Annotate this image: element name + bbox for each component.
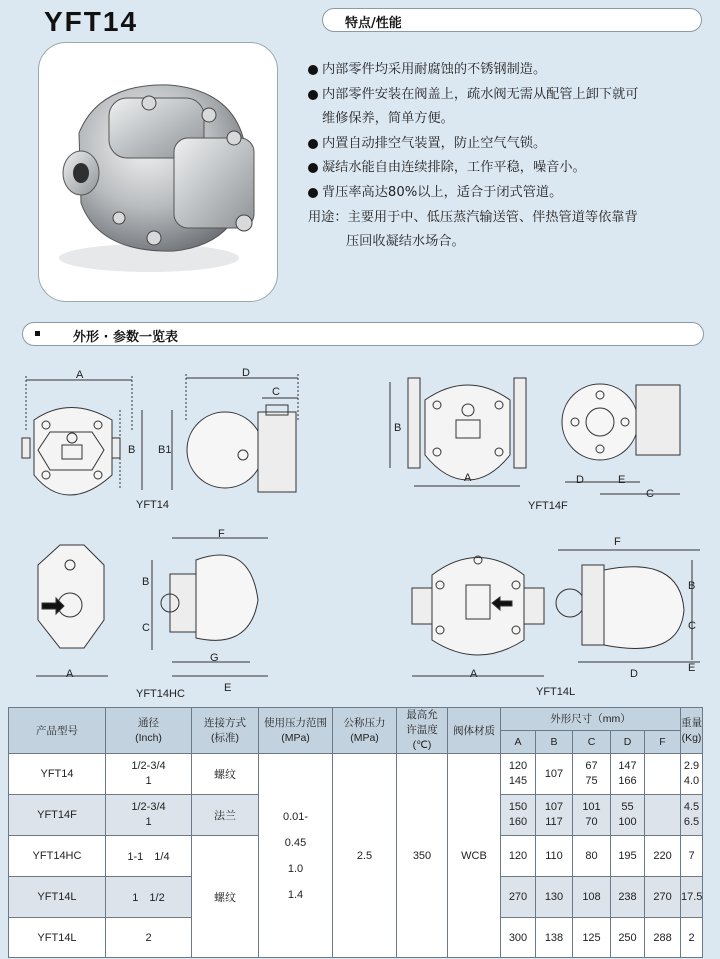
dim-label-a: A (464, 472, 472, 484)
dimension-heading: 外形 · 参数一览表 (22, 322, 704, 346)
dim-label-d: D (242, 367, 250, 379)
cell-connection: 法兰 (192, 795, 259, 836)
bullet-icon (308, 188, 318, 198)
dim-label-b: B (142, 576, 150, 588)
cell-dim-c: 125 (573, 918, 611, 958)
bullet-icon (308, 163, 318, 173)
drawing-label-yft14hc: YFT14HC (136, 688, 185, 700)
dim-label-e: E (224, 682, 232, 694)
cell-dim-a: 120 (501, 836, 536, 877)
header-model: 产品型号 (9, 708, 106, 754)
dim-label-d: D (576, 474, 584, 486)
cell-material: WCB (448, 754, 501, 958)
dim-label-a: A (76, 369, 84, 381)
cell-dim-f: 220 (645, 836, 681, 877)
cell-weight: 2 (681, 918, 703, 958)
cell-dim-a: 300 (501, 918, 536, 958)
cell-dim-f: 270 (645, 877, 681, 918)
drawing-label-yft14f: YFT14F (528, 500, 568, 512)
feature-item: 内部零件均采用耐腐蚀的不锈钢制造。 (308, 58, 708, 83)
dim-label-c: C (688, 620, 696, 632)
feature-item: 凝结水能自由连续排除，工作平稳，噪音小。 (308, 156, 708, 181)
feature-item: 内置自动排空气装置，防止空气气锁。 (308, 132, 708, 157)
cell-dim-d: 250 (611, 918, 645, 958)
dim-label-a: A (470, 668, 478, 680)
cell-nominal-pressure: 2.5 (333, 754, 397, 958)
cell-bore: 1-1 1/4 (106, 836, 192, 877)
cell-model: YFT14HC (9, 836, 106, 877)
header-material: 阀体材质 (448, 708, 501, 754)
dim-label-b: B (688, 580, 696, 592)
cell-dim-b: 130 (536, 877, 573, 918)
cell-dim-f (645, 754, 681, 795)
cell-weight: 7 (681, 836, 703, 877)
cell-dim-d: 55 100 (611, 795, 645, 836)
dim-label-c: C (646, 488, 654, 500)
cell-connection: 螺纹 (192, 836, 259, 958)
bullet-icon (308, 90, 318, 100)
cell-connection: 螺纹 (192, 754, 259, 795)
header-dimensions: 外形尺寸（mm） (501, 708, 681, 731)
dim-label-b1: B1 (158, 444, 172, 456)
cell-dim-c: 108 (573, 877, 611, 918)
header-dim-f: F (645, 731, 681, 754)
cell-dim-b: 138 (536, 918, 573, 958)
cell-dim-c: 80 (573, 836, 611, 877)
cell-dim-b: 107 (536, 754, 573, 795)
cell-dim-c: 101 70 (573, 795, 611, 836)
cell-bore: 1/2-3/4 1 (106, 795, 192, 836)
dim-label-a: A (66, 668, 74, 680)
steam-trap-photo (39, 43, 277, 301)
cell-model: YFT14L (9, 877, 106, 918)
cell-dim-a: 120 145 (501, 754, 536, 795)
header-pressure-range: 使用压力范围 (MPa) (259, 708, 333, 754)
cell-dim-d: 238 (611, 877, 645, 918)
cell-dim-c: 67 75 (573, 754, 611, 795)
cell-dim-d: 195 (611, 836, 645, 877)
dim-label-c: C (142, 622, 150, 634)
feature-item-continued: 维修保养，简单方便。 (322, 111, 454, 127)
feature-item: 内部零件安装在阀盖上，疏水阀无需从配管上卸下就可 (308, 83, 708, 108)
cell-dim-d: 147 166 (611, 754, 645, 795)
yft14-front-view (22, 376, 142, 495)
header-bore: 通径 (Inch) (106, 708, 192, 754)
cell-dim-f: 288 (645, 918, 681, 958)
header-weight: 重量 (Kg) (681, 708, 703, 754)
cell-dim-f (645, 795, 681, 836)
features-list (308, 58, 708, 255)
dim-label-b: B (394, 422, 402, 434)
cell-weight: 2.9 4.0 (681, 754, 703, 795)
cell-bore: 1/2-3/4 1 (106, 754, 192, 795)
yft14l-front-view (412, 556, 544, 676)
cell-weight: 4.5 6.5 (681, 795, 703, 836)
drawing-label-yft14l: YFT14L (536, 686, 576, 698)
usage-text-continued: 压回收凝结水场合。 (346, 234, 465, 250)
yft14f-front-view (390, 378, 526, 486)
cell-dim-b: 110 (536, 836, 573, 877)
bullet-icon (308, 139, 318, 149)
usage-text: 用途：主要用于中、低压蒸汽输送管、伴热管道等依靠背 (308, 209, 638, 225)
product-photo (38, 42, 278, 302)
bullet-icon (308, 65, 318, 75)
table-row (9, 754, 703, 795)
dim-label-c: C (272, 386, 280, 398)
spec-table (8, 707, 703, 958)
dim-label-g: G (210, 652, 219, 664)
features-heading: 特点/性能 (322, 8, 702, 32)
cell-model: YFT14F (9, 795, 106, 836)
dim-label-d: D (630, 668, 638, 680)
cell-bore: 1 1/2 (106, 877, 192, 918)
yft14hc-front-view (36, 545, 108, 676)
cell-pressure-range: 0.01- 0.45 1.0 1.4 (259, 754, 333, 958)
header-dim-c: C (573, 731, 611, 754)
header-dim-b: B (536, 731, 573, 754)
header-nominal-pressure: 公称压力 (MPa) (333, 708, 397, 754)
feature-item: 背压率高达80%以上，适合于闭式管道。 (308, 181, 708, 206)
cell-weight: 17.5 (681, 877, 703, 918)
header-dim-a: A (501, 731, 536, 754)
dim-label-f: F (614, 536, 621, 548)
dim-label-b: B (128, 444, 136, 456)
cell-model: YFT14L (9, 918, 106, 958)
technical-drawings (0, 352, 720, 704)
cell-bore: 2 (106, 918, 192, 958)
header-connection: 连接方式 (标准) (192, 708, 259, 754)
drawing-label-yft14: YFT14 (136, 499, 170, 511)
dim-label-f: F (218, 528, 225, 540)
square-bullet-icon (35, 331, 40, 336)
cell-model: YFT14 (9, 754, 106, 795)
cell-max-temperature: 350 (397, 754, 448, 958)
dim-label-e: E (688, 662, 696, 674)
header-max-temperature: 最高允 许温度 (℃) (397, 708, 448, 754)
header-dim-d: D (611, 731, 645, 754)
yft14l-side-view (556, 550, 700, 662)
product-title: YFT14 (44, 6, 139, 37)
cell-dim-a: 270 (501, 877, 536, 918)
drawings-svg (0, 352, 720, 704)
dim-label-e: E (618, 474, 626, 486)
cell-dim-b: 107 117 (536, 795, 573, 836)
cell-dim-a: 150 160 (501, 795, 536, 836)
